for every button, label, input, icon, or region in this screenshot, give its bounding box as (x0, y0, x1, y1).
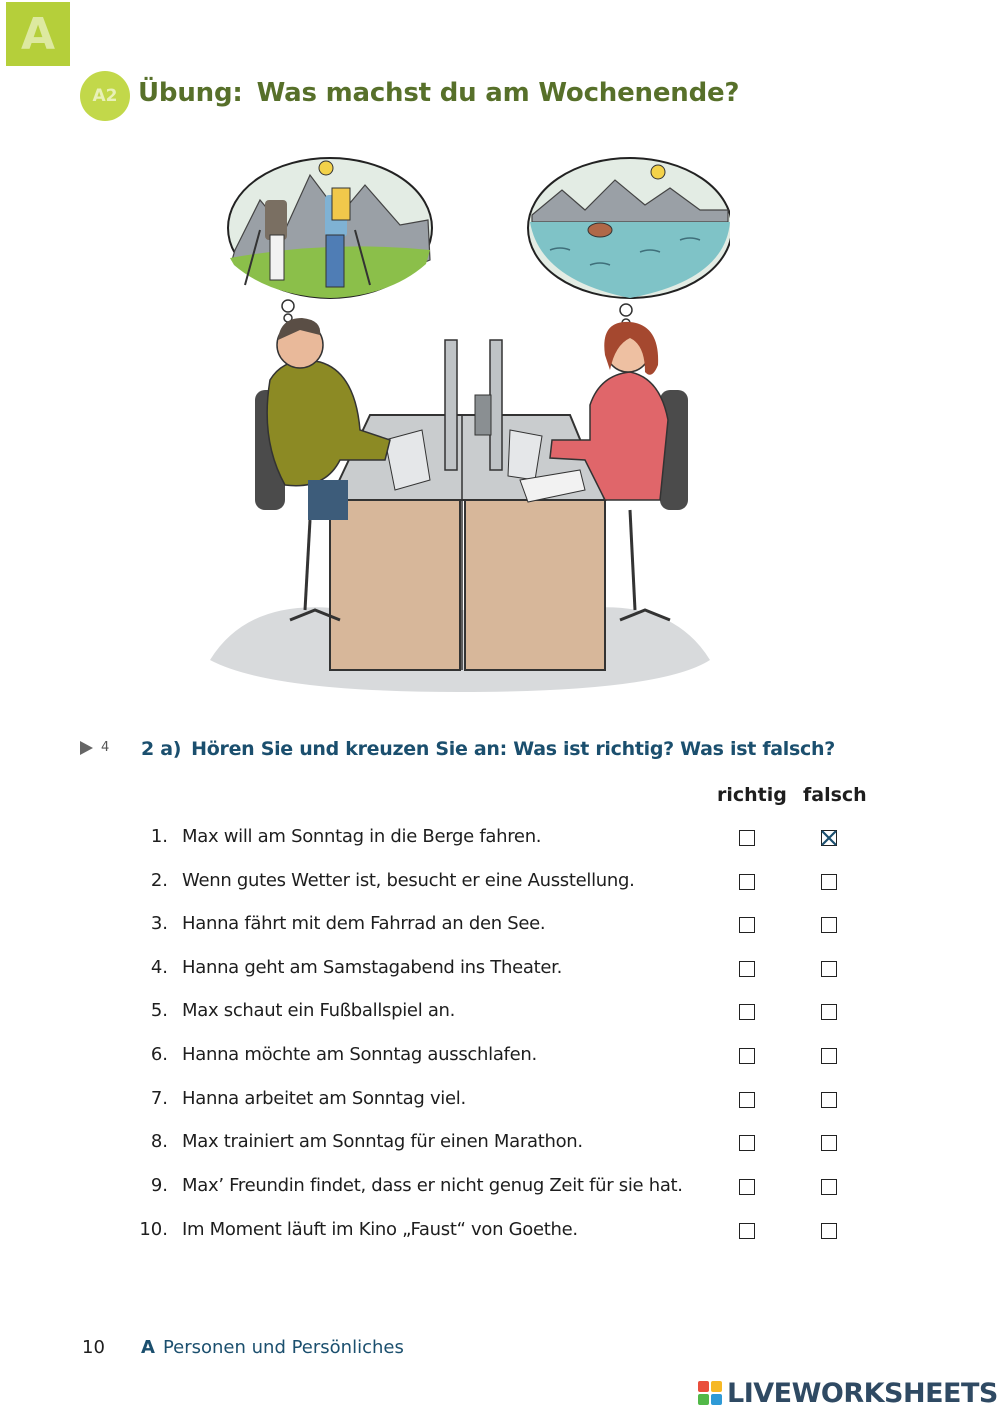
statement-row (0, 1131, 1000, 1161)
exercise-title (138, 78, 739, 108)
checkbox-richtig[interactable] (739, 1223, 755, 1239)
statement-number: 5. (150, 1000, 168, 1021)
brand-logo-icon (698, 1381, 722, 1405)
brand-logo[interactable] (698, 1376, 998, 1410)
level-badge: A2 (80, 71, 130, 121)
column-header-richtig: richtig (717, 784, 787, 806)
brand-wordmark: LIVEWORKSHEETS (727, 1377, 998, 1409)
statement-number: 9. (150, 1175, 168, 1196)
task-instruction (141, 738, 835, 760)
logo-square (698, 1394, 709, 1405)
title-text: Was machst du am Wochenende? (256, 78, 740, 108)
checkbox-falsch[interactable] (821, 1179, 837, 1195)
statement-number: 2. (150, 870, 168, 891)
statement-number: 6. (150, 1044, 168, 1065)
statement-number: 7. (150, 1088, 168, 1109)
statement-text: Wenn gutes Wetter ist, besucht er eine Ausstellung. (182, 870, 635, 891)
statement-text: Im Moment läuft im Kino „Faust“ von Goethe. (182, 1219, 578, 1240)
statement-text: Max’ Freundin findet, dass er nicht genug Zeit für sie hat. (182, 1175, 683, 1196)
footer-chapter (141, 1337, 404, 1358)
statement-row (0, 957, 1000, 987)
thought-bubble-swimming (528, 158, 730, 298)
checkbox-falsch[interactable] (821, 1092, 837, 1108)
checkbox-falsch[interactable] (821, 874, 837, 890)
statement-row (0, 913, 1000, 943)
audio-track-marker[interactable] (80, 740, 109, 755)
title-prefix: Übung: (138, 78, 243, 108)
checkbox-richtig[interactable] (739, 1179, 755, 1195)
office-illustration (190, 140, 730, 700)
statement-row (0, 826, 1000, 856)
checkbox-richtig[interactable] (739, 830, 755, 846)
checkbox-falsch[interactable] (821, 917, 837, 933)
checkbox-richtig[interactable] (739, 1135, 755, 1151)
logo-square (711, 1394, 722, 1405)
checkbox-richtig[interactable] (739, 1004, 755, 1020)
statement-row (0, 1219, 1000, 1249)
audio-track-number: 4 (101, 740, 110, 755)
statement-text: Hanna arbeitet am Sonntag viel. (182, 1088, 466, 1109)
checkbox-falsch[interactable] (821, 1048, 837, 1064)
statement-text: Max schaut ein Fußballspiel an. (182, 1000, 456, 1021)
chapter-tab: A (6, 2, 70, 66)
statement-text: Hanna geht am Samstagabend ins Theater. (182, 957, 562, 978)
task-instruction-text: Hören Sie und kreuzen Sie an: Was ist richtig? Was ist falsch? (191, 738, 835, 760)
footer-chapter-title: Personen und Persönliches (162, 1337, 404, 1358)
column-header-falsch: falsch (803, 784, 867, 806)
checkbox-falsch[interactable] (821, 830, 837, 846)
checkbox-richtig[interactable] (739, 917, 755, 933)
statement-number: 4. (150, 957, 168, 978)
statement-text: Max will am Sonntag in die Berge fahren. (182, 826, 542, 847)
checkbox-falsch[interactable] (821, 1004, 837, 1020)
checkbox-richtig[interactable] (739, 1092, 755, 1108)
play-icon (80, 741, 93, 755)
checkbox-richtig[interactable] (739, 1048, 755, 1064)
cross-mark-icon (819, 828, 839, 848)
logo-square (711, 1381, 722, 1392)
statement-row (0, 1044, 1000, 1074)
task-number: 2 a) (141, 738, 182, 760)
logo-square (698, 1381, 709, 1392)
statement-text: Max trainiert am Sonntag für einen Marathon. (182, 1131, 583, 1152)
statement-number: 1. (150, 826, 168, 847)
checkbox-richtig[interactable] (739, 961, 755, 977)
thought-bubble-hiking (228, 158, 432, 298)
statement-text: Hanna fährt mit dem Fahrrad an den See. (182, 913, 546, 934)
checkbox-richtig[interactable] (739, 874, 755, 890)
page-number: 10 (82, 1337, 105, 1358)
statement-number: 3. (150, 913, 168, 934)
statement-text: Hanna möchte am Sonntag ausschlafen. (182, 1044, 537, 1065)
statement-number: 10. (139, 1219, 168, 1240)
statement-row (0, 1088, 1000, 1118)
footer-chapter-letter: A (141, 1337, 155, 1358)
statement-row (0, 1000, 1000, 1030)
checkbox-falsch[interactable] (821, 1135, 837, 1151)
checkbox-falsch[interactable] (821, 1223, 837, 1239)
checkbox-falsch[interactable] (821, 961, 837, 977)
statement-row (0, 1175, 1000, 1205)
statement-row (0, 870, 1000, 900)
statement-number: 8. (150, 1131, 168, 1152)
